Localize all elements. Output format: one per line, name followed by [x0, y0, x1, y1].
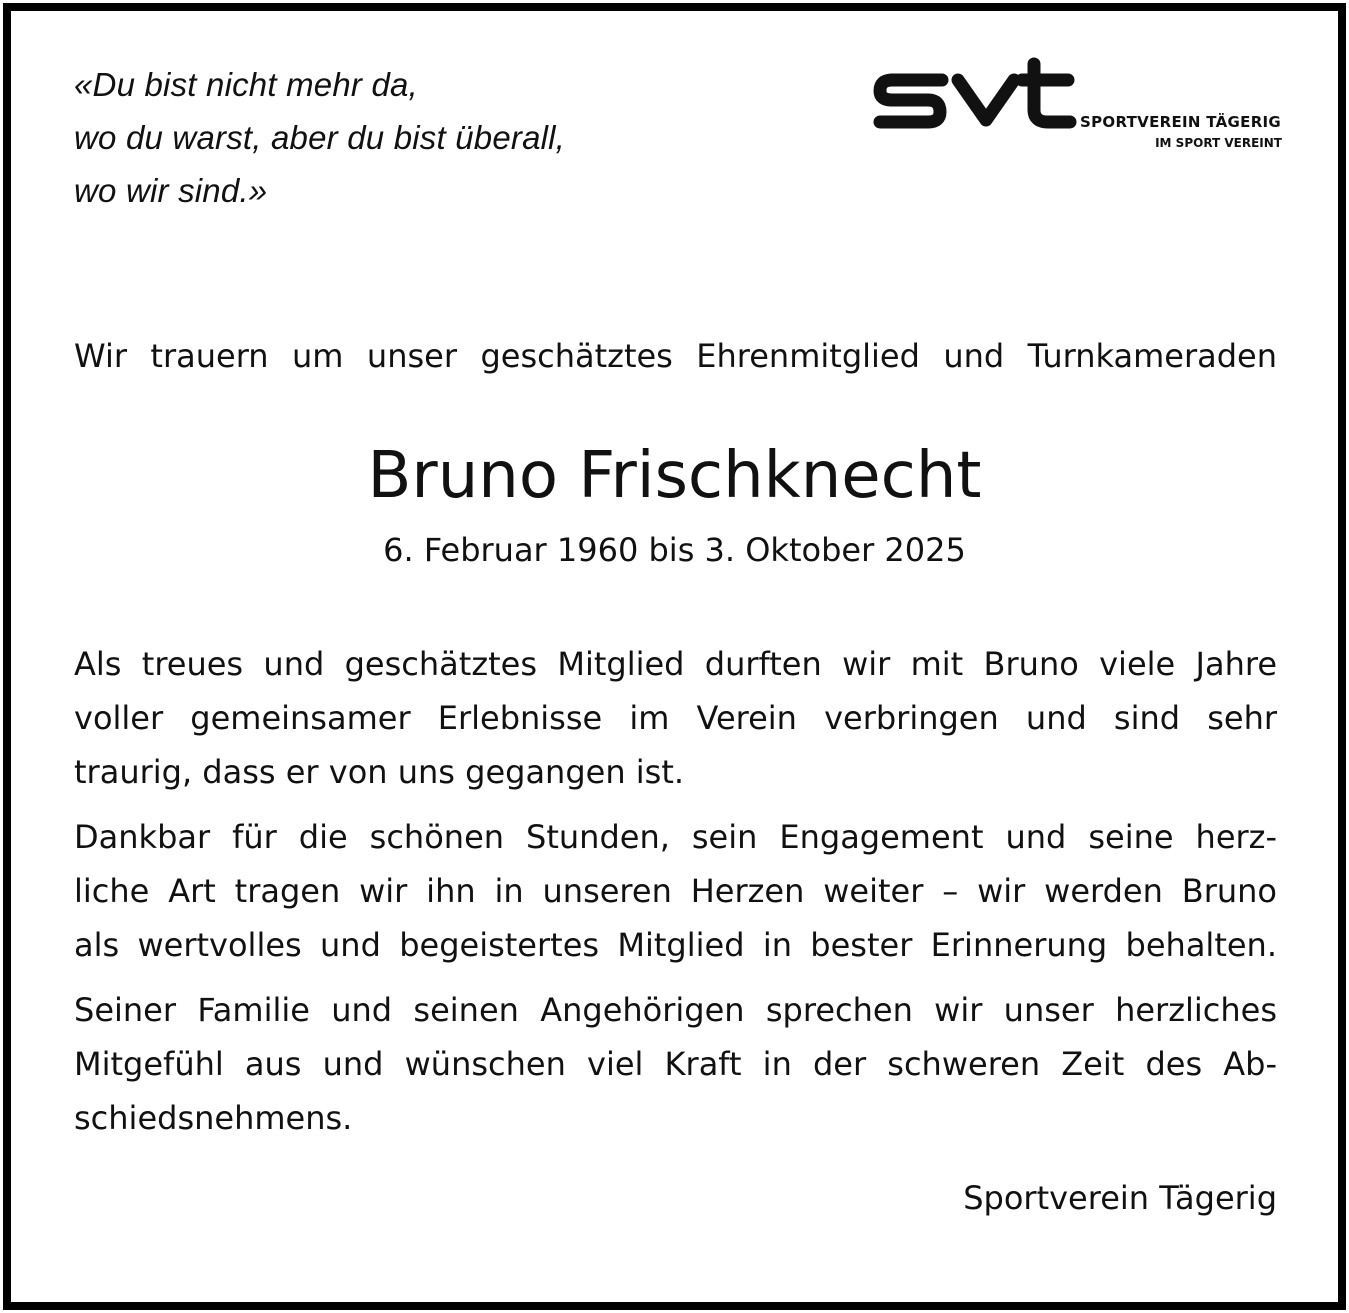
paragraph [74, 983, 1277, 1145]
text-line: traurig, dass er von uns gegangen ist. [74, 753, 685, 791]
quote-line: wo du warst, aber du bist überall, [74, 119, 566, 156]
logo-tagline: IM SPORT VEREINT [1155, 136, 1282, 150]
quote-line: «Du bist nicht mehr da, [74, 66, 418, 103]
quote-line: wo wir sind.» [74, 172, 268, 209]
text-line: Als treues und geschätztes Mitglied durften wir mit Bruno viele Jahre [74, 645, 1277, 683]
paragraph [74, 637, 1277, 799]
text-line: Seiner Familie und seinen Angehörigen sprechen wir unser herzliches [74, 991, 1277, 1029]
text-line: Dankbar für die schönen Stunden, sein Engagement und seine herz- [74, 818, 1277, 856]
text-line: als wertvolles und begeistertes Mitglied in bester Erinnerung behalten. [74, 926, 1277, 964]
deceased-name: Bruno Frischknecht [367, 439, 982, 513]
svt-logo-mark [872, 56, 1077, 131]
svt-logo [872, 56, 1282, 156]
logo-club-name: SPORTVEREIN TÄGERIG [1080, 113, 1282, 131]
memorial-quote [74, 58, 565, 217]
signature: Sportverein Tägerig [963, 1179, 1277, 1217]
paragraph [74, 810, 1277, 972]
text-line: voller gemeinsamer Erlebnisse im Verein verbringen und sind sehr [74, 699, 1277, 737]
text-line: schiedsnehmens. [74, 1099, 353, 1137]
text-line: liche Art tragen wir ihn in unseren Herzen weiter – wir werden Bruno [74, 872, 1277, 910]
obituary-body [74, 637, 1277, 1156]
text-line: Mitgefühl aus und wünschen viel Kraft in der schweren Zeit des Ab- [74, 1045, 1277, 1083]
life-dates: 6. Februar 1960 bis 3. Oktober 2025 [383, 531, 966, 569]
intro-line: Wir trauern um unser geschätztes Ehrenmitglied und Turnkameraden [74, 337, 1277, 375]
